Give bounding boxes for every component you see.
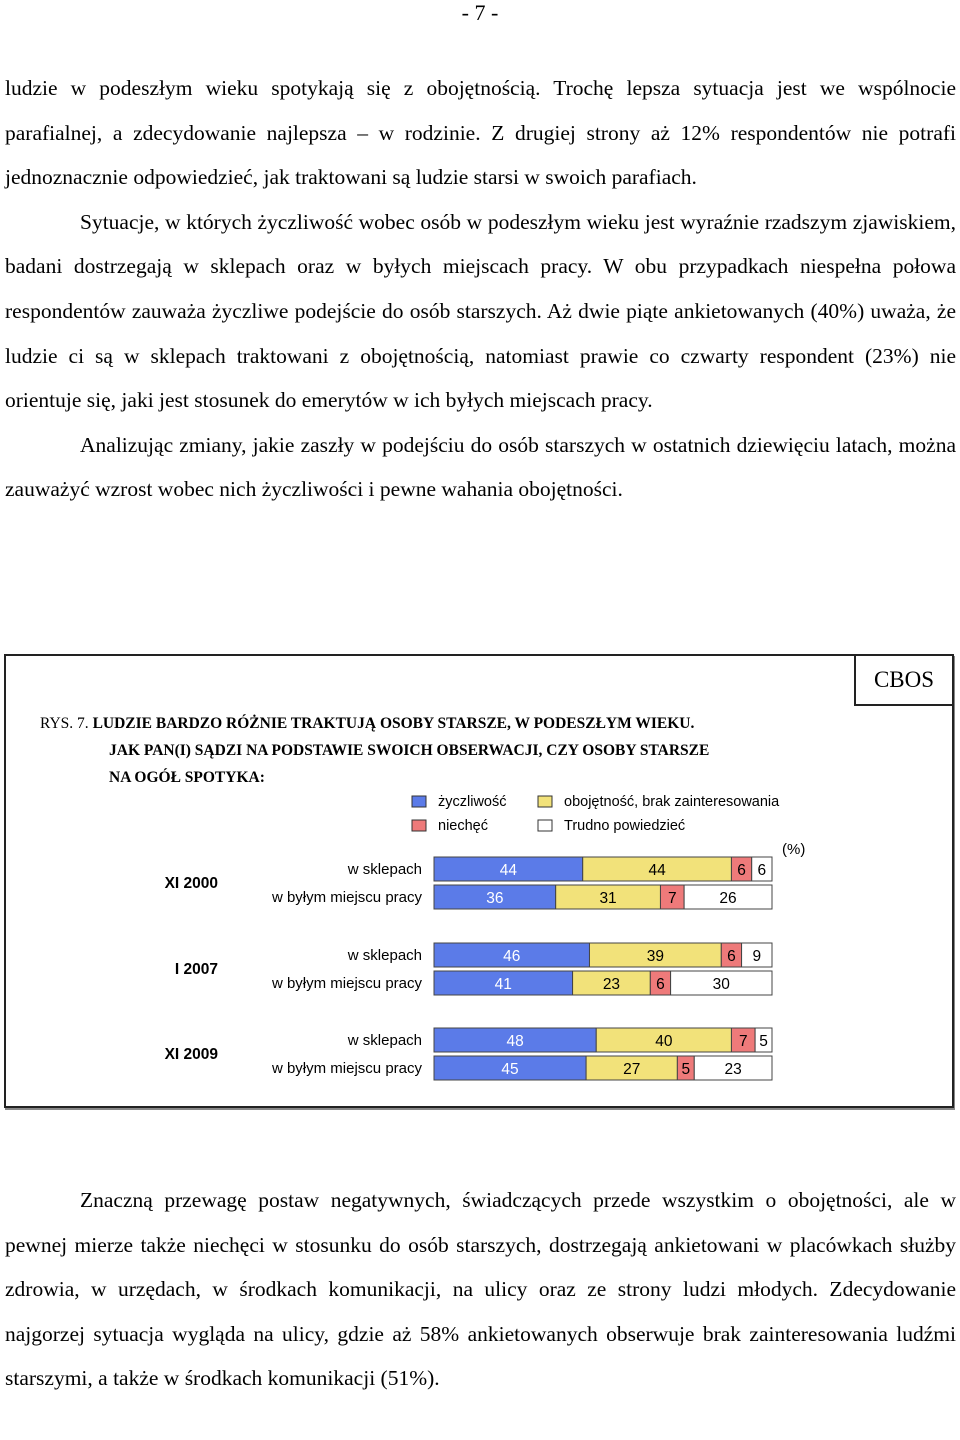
data-label: 5 [681, 1061, 691, 1078]
data-label: 26 [719, 890, 737, 907]
category-label: w sklepach [347, 1032, 422, 1049]
legend-label: życzliwość [438, 794, 507, 810]
figure-title-line: LUDZIE BARDZO RÓŻNIE TRAKTUJĄ OSOBY STARSZE, W PODESZŁYM WIEKU. [92, 715, 695, 732]
paragraph: Analizując zmiany, jakie zaszły w podejściu do osób starszych w ostatnich dziewięciu latach, można zauważyć wzrost wobec nich życzliwości i pewne wahania obojętności. [5, 432, 956, 502]
data-label: 9 [752, 948, 762, 965]
legend-swatch [412, 796, 426, 807]
legend-swatch [538, 820, 552, 831]
data-label: 48 [506, 1033, 524, 1050]
paragraph: Znaczną przewagę postaw negatywnych, świadczących przede wszystkim o obojętności, ale w pewnej mierze także niechęci w stosunku do osób starszych, dostrzegają ankietowani w placówkach służby zdrowia, w urzędach, w środkach komunikacji, na ulicy oraz ze strony ludzi młodych. Zdecydowanie najgorzej sytuacja wygląda na ulicy, gdzie aż 58% ankietowanych obserwuje brak zainteresowania ludźmi starszymi, a także w środkach komunikacji (51%). [5, 1188, 956, 1391]
period-label: XI 2000 [164, 875, 218, 892]
data-label: 23 [602, 976, 621, 993]
page-number: - 7 - [461, 0, 499, 25]
legend-swatch [412, 820, 426, 831]
source-badge: CBOS [854, 654, 954, 706]
data-label: 36 [486, 890, 504, 907]
period-label: XI 2009 [164, 1046, 218, 1063]
figure-title-line: NA OGÓŁ SPOTYKA: [109, 769, 265, 786]
category-label: w byłym miejscu pracy [271, 889, 422, 906]
data-label: 31 [599, 890, 617, 907]
legend-label: niechęć [438, 818, 488, 834]
data-label: 46 [503, 948, 521, 965]
legend-label: obojętność, brak zainteresowania [564, 794, 780, 810]
category-label: w byłym miejscu pracy [271, 975, 422, 992]
data-label: 6 [737, 862, 746, 879]
data-label: 5 [759, 1033, 768, 1050]
data-label: 41 [494, 976, 512, 993]
data-label: 7 [667, 890, 677, 907]
paragraph: Sytuacje, w których życzliwość wobec osób w podeszłym wieku jest wyraźnie rzadszym zjawiskiem, badani dostrzegają w sklepach oraz w byłych miejscach pracy. W obu przypadkach niespełna połowa respondentów zauważa życzliwe podejście do osób starszych. Aż dwie piąte ankietowanych (40%) uważa, że ludzie ci są w sklepach traktowani z obojętnością, natomiast prawie co czwarty respondent (23%) nie orientuje się, jaki jest stosunek do emerytów w ich byłych miejscach pracy. [5, 209, 956, 413]
data-label: 39 [646, 948, 665, 965]
data-label: 40 [655, 1033, 673, 1050]
figure-label: RYS. 7. [40, 715, 89, 732]
text-block-bottom [5, 1178, 956, 1401]
data-label: 27 [623, 1061, 641, 1078]
text-block-top [5, 66, 956, 512]
data-label: 23 [724, 1061, 742, 1078]
category-label: w byłym miejscu pracy [271, 1060, 422, 1077]
data-label: 30 [712, 976, 730, 993]
data-label: 45 [501, 1061, 519, 1078]
data-label: 44 [499, 862, 517, 879]
category-label: w sklepach [347, 861, 422, 878]
legend-label: Trudno powiedzieć [564, 818, 686, 834]
unit-label: (%) [782, 841, 806, 858]
legend-swatch [538, 796, 552, 807]
data-label: 7 [738, 1033, 748, 1050]
period-label: I 2007 [174, 961, 218, 978]
data-label: 6 [656, 976, 665, 993]
stacked-bar-chart [6, 656, 952, 1106]
data-label: 6 [727, 948, 736, 965]
paragraph: ludzie w podeszłym wieku spotykają się z obojętnością. Trochę lepsza sytuacja jest we wspólnocie parafialnej, a zdecydowanie najlepsza – w rodzinie. Z drugiej strony aż 12% respondentów nie potrafi jednoznacznie odpowiedzieć, jak traktowani są ludzie starsi w swoich parafiach. [5, 76, 956, 190]
category-label: w sklepach [347, 947, 422, 964]
figure-box [4, 654, 954, 1108]
data-label: 6 [757, 862, 767, 879]
figure-title-line: JAK PAN(I) SĄDZI NA PODSTAWIE SWOICH OBSERWACJI, CZY OSOBY STARSZE [109, 742, 710, 759]
data-label: 44 [648, 862, 666, 879]
